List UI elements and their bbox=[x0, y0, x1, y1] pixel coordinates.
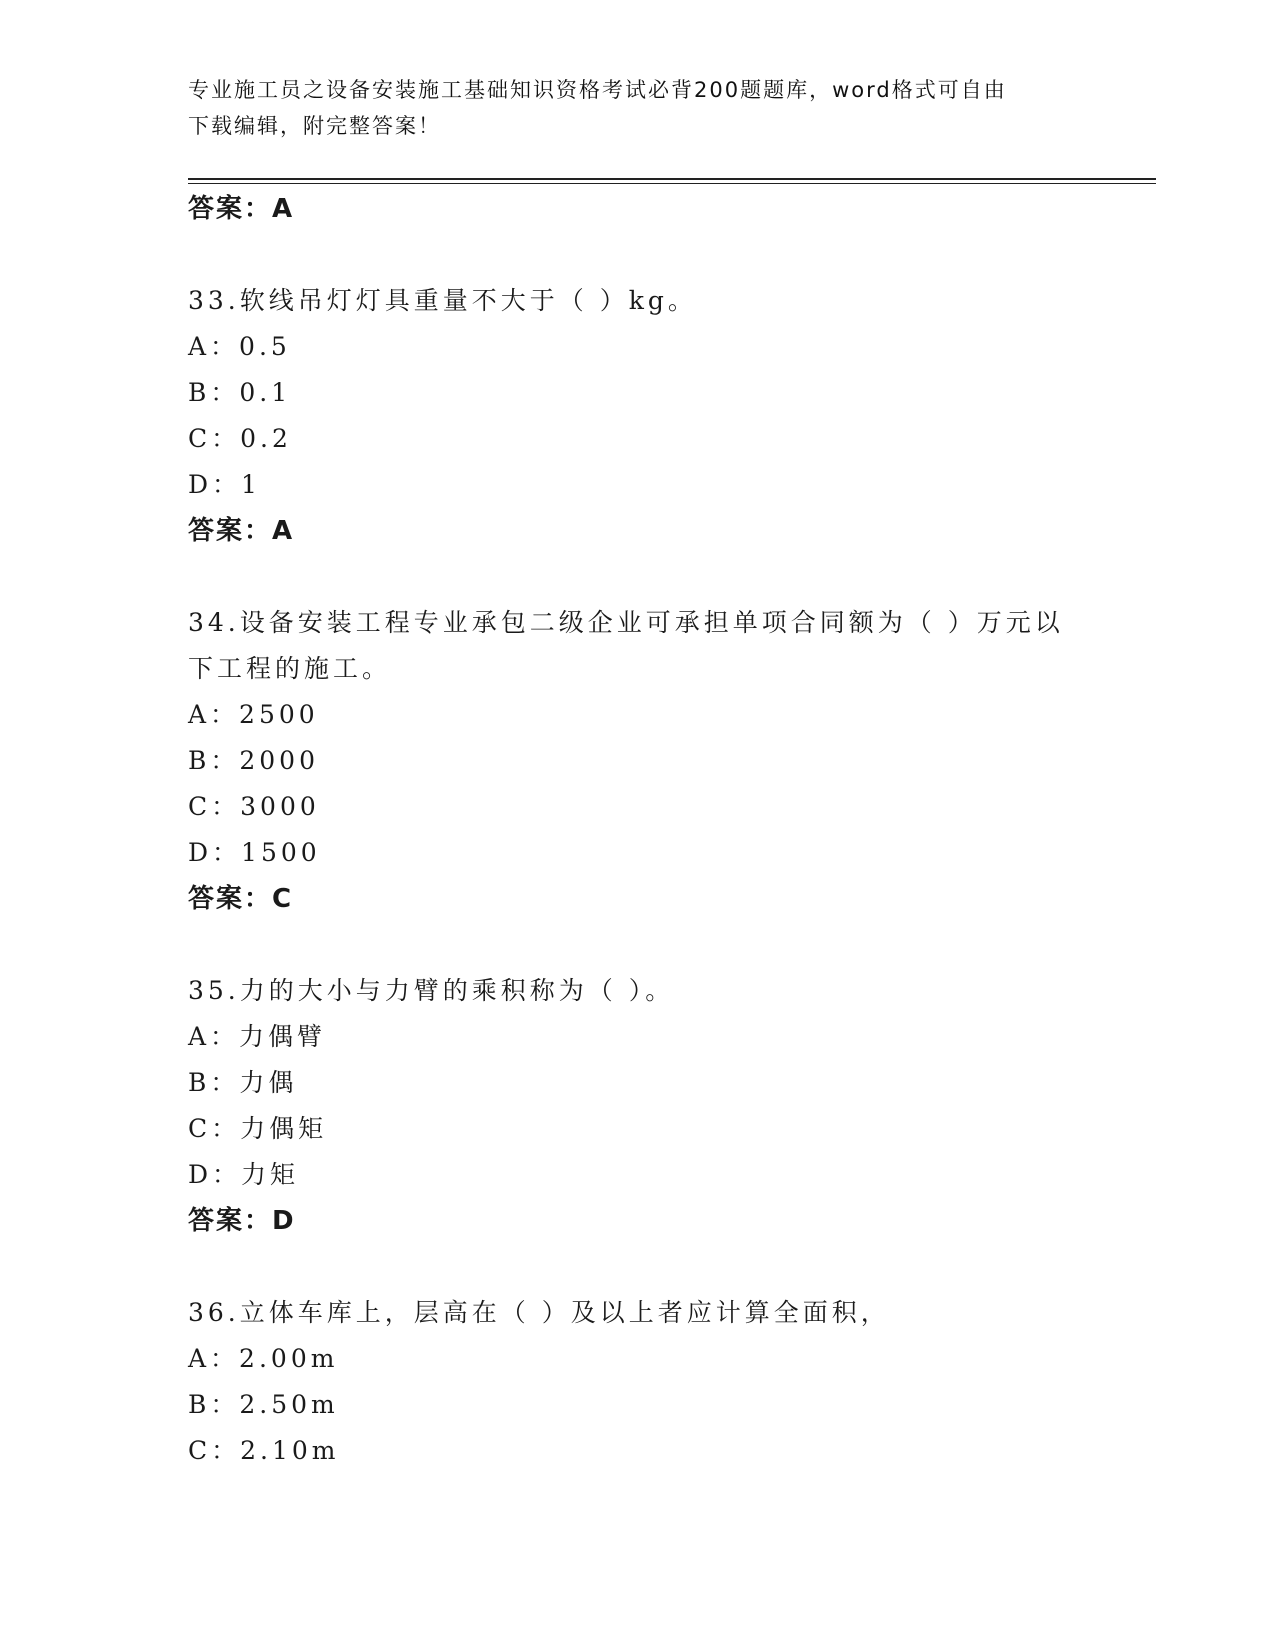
document-header bbox=[188, 72, 1068, 144]
answer-line: 答案：C bbox=[188, 884, 294, 914]
header-rule-thin bbox=[188, 183, 1156, 184]
answer-line: 答案：D bbox=[188, 1206, 296, 1236]
option-d: D：1 bbox=[188, 470, 261, 499]
option-a: A：2.00m bbox=[188, 1344, 339, 1373]
option-a: A：力偶臂 bbox=[188, 1022, 327, 1051]
option-b: B：0.1 bbox=[188, 378, 292, 407]
option-c: C：力偶矩 bbox=[188, 1114, 328, 1143]
question-stem-line-1: 34.设备安装工程专业承包二级企业可承担单项合同额为（ ）万元以 bbox=[188, 608, 1064, 637]
option-b: B：力偶 bbox=[188, 1068, 298, 1097]
answer-line: 答案：A bbox=[188, 516, 295, 546]
header-line-2: 下载编辑，附完整答案！ bbox=[188, 114, 441, 138]
answer-line: 答案：A bbox=[188, 194, 295, 224]
option-a: A：2500 bbox=[188, 700, 319, 729]
question-34 bbox=[188, 600, 1156, 922]
option-d: D：1500 bbox=[188, 838, 321, 867]
option-c: C：0.2 bbox=[188, 424, 292, 453]
question-36 bbox=[188, 1290, 1156, 1474]
option-c: C：3000 bbox=[188, 792, 320, 821]
option-b: B：2000 bbox=[188, 746, 319, 775]
question-stem: 36.立体车库上，层高在（ ）及以上者应计算全面积， bbox=[188, 1298, 890, 1327]
question-33 bbox=[188, 278, 1156, 554]
header-rule-thick bbox=[188, 178, 1156, 180]
option-b: B：2.50m bbox=[188, 1390, 339, 1419]
option-c: C：2.10m bbox=[188, 1436, 340, 1465]
option-a: A：0.5 bbox=[188, 332, 291, 361]
question-list bbox=[188, 186, 1156, 1474]
question-stem: 33.软线吊灯灯具重量不大于（ ）kg。 bbox=[188, 286, 697, 315]
question-35 bbox=[188, 968, 1156, 1244]
header-line-1: 专业施工员之设备安装施工基础知识资格考试必背200题题库，word格式可自由 bbox=[188, 78, 1007, 102]
question-stem-line-2: 下工程的施工。 bbox=[188, 654, 392, 683]
question-stem: 35.力的大小与力臂的乘积称为（ ）。 bbox=[188, 976, 675, 1005]
option-d: D：力矩 bbox=[188, 1160, 300, 1189]
